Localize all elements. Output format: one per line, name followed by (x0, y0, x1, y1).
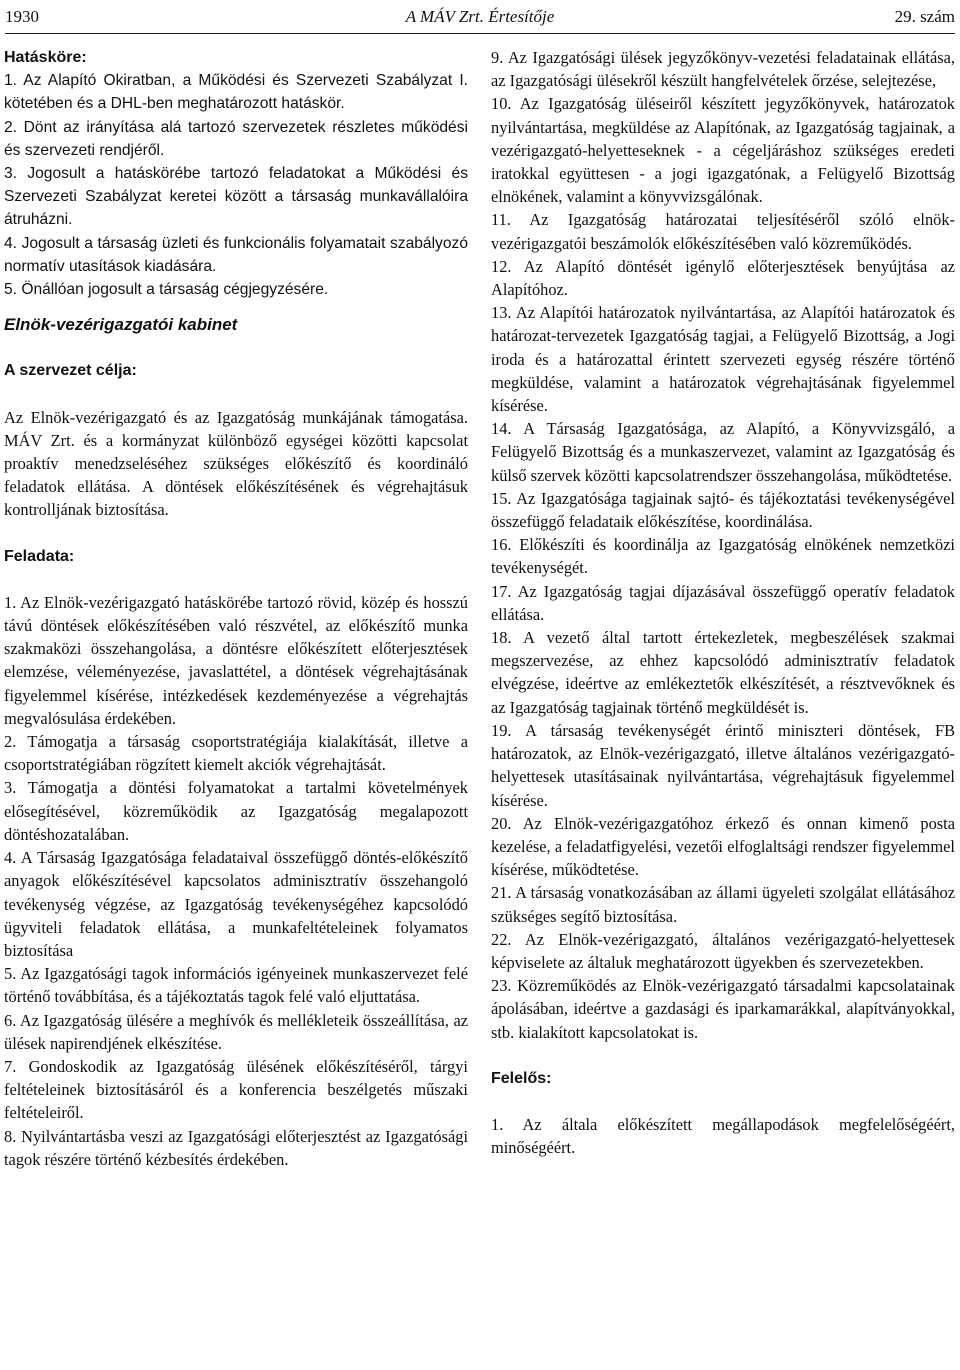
left-column (4, 46, 468, 1171)
hataskore-heading: Hatásköre: (4, 49, 87, 66)
feladata-item: 3. Támogatja a döntési folyamatokat a tartalmi követelmények elősegítésével, közreműködik az Igazgatóság megalapozott döntéshozatalában. (4, 778, 468, 844)
feladata-item: 15. Az Igazgatósága tagjainak sajtó- és tájékoztatási tevékenységével összefüggő feladataik előkészítése, koordinálása. (491, 488, 955, 532)
hataskore-item: 5. Önállóan jogosult a társaság cégjegyzésére. (4, 281, 329, 299)
issue-number: 29. szám (894, 7, 955, 26)
feladata-item: 2. Támogatja a társaság csoportstratégiája kialakítását, illetve a csoportstratégiában rögzített kiemelt akciók végrehajtását. (4, 732, 468, 775)
right-column (491, 46, 955, 1159)
felelos-heading: Felelős: (491, 1069, 552, 1087)
feladata-item: 21. A társaság vonatkozásában az állami ügyeleti szolgálat ellátásához szükséges segítő biztosítása. (491, 883, 955, 926)
feladata-item: 12. Az Alapító döntését igénylő előterjesztések benyújtása az Alapítóhoz. (491, 256, 955, 300)
feladata-item: 11. Az Igazgatóság határozatai teljesítéséről szóló elnök-vezérigazgatói beszámolók előkészítésében való közreműködés. (491, 210, 955, 253)
hataskore-item: 4. Jogosult a társaság üzleti és funkcionális folyamatait szabályozó normatív utasítások kiadására. (4, 234, 468, 275)
page-number: 1930 (5, 7, 39, 26)
section-title: Elnök-vezérigazgatói kabinet (4, 315, 238, 335)
feladata-item: 17. Az Igazgatóság tagjai díjazásával összefüggő operatív feladatok ellátása. (491, 581, 955, 624)
felelos-item: 1. Az általa előkészített megállapodások megfelelőségéért, minőségéért. (491, 1114, 955, 1158)
feladata-item: 18. A vezető által tartott értekezletek, megbeszélések szakmai megszervezése, az ehhez kapcsolódó adminisztratív feladatok elvégzése, ideértve az emlékeztetők elkészítését, a résztvevőknek és az Igazgatóság tagjainak történő megküldését is. (491, 628, 955, 717)
feladata-item: 6. Az Igazgatóság ülésére a meghívók és mellékleteik összeállítása, az ülések napirendjének elkészítése. (4, 1010, 468, 1053)
feladata-item: 10. Az Igazgatóság üléseiről készített jegyzőkönyvek, határozatok nyilvántartása, megküldése az Alapítónak, az Igazgatóság tagjainak, a vezérigazgató-helyetteseknek - a cégeljáráshoz szükséges eredeti iratokkal együttesen - a jogi igazgatónak, a Felügyelő Bizottság elnökének, valamint a könyvvizsgálónak. (491, 94, 955, 207)
cel-text: Az Elnök-vezérigazgató és az Igazgatóság munkájának támogatása. MÁV Zrt. és a kormányzat különböző egységei közötti kapcsolat proaktív menedzseléséhez szükséges előkészítő és koordináló feladatok ellátása. A döntések előkészítésének és végrehajtásuk kontrolljának biztosítása. (4, 407, 468, 520)
hataskore-item: 2. Dönt az irányítása alá tartozó szervezetek részletes működési és szervezeti rendjéről. (4, 118, 468, 159)
feladata-item: 1. Az Elnök-vezérigazgató hatáskörébe tartozó rövid, közép és hosszú távú döntések előkészítésében való részvétel, az előkészítő munka szakmaközi összehangolása, a döntésre előkészített előterjesztések elemzése, véleményezése, javaslattétel, a döntések végrehajtásának figyelemmel kísérése, intézkedések kezdeményezése a végrehajtás megvalósulása érdekében. (4, 592, 468, 728)
feladata-item: 19. A társaság tevékenységét érintő miniszteri döntések, FB határozatok, az Elnök-vezérigazgató, illetve általános vezérigazgató-helyettesek utasításainak nyilvántartása, végrehajtásuk figyelemmel kísérése. (491, 720, 955, 810)
hataskore-item: 1. Az Alapító Okiratban, a Működési és Szervezeti Szabályzat I. kötetében és a DHL-ben meghatározott hatáskör. (4, 72, 468, 113)
feladata-item: 16. Előkészíti és koordinálja az Igazgatóság elnökének nemzetközi tevékenységét. (491, 535, 955, 578)
feladata-item: 23. Közreműködés az Elnök-vezérigazgató társadalmi kapcsolatainak ápolásában, ideértve a gazdasági és iparkamarákkal, alapítványokkal, stb. kialakított kapcsolatokat is. (491, 976, 955, 1042)
feladata-item: 14. A Társaság Igazgatósága, az Alapító, a Könyvvizsgáló, a Felügyelő Bizottság és a munkaszervezet, valamint az Igazgatóság és külső szervek közötti kapcsolatrendszer összehangolása, működtetése. (491, 419, 955, 485)
hataskore-item: 3. Jogosult a hatáskörébe tartozó feladatokat a Működési és Szervezeti Szabályzat keretei között a társaság munkavállalóira átruházni. (4, 165, 468, 229)
feladata-item: 13. Az Alapítói határozatok nyilvántartása, az Alapítói határozatok és határozat-tervezetek Igazgatóság tagjai, a Felügyelő Bizottság, a Jogi iroda és a határozattal érintett szervezeti egység részére történő megküldése, valamint a határozatok végrehajtásának figyelemmel kísérése. (491, 303, 955, 416)
journal-title: A MÁV Zrt. Értesítője (405, 7, 555, 26)
feladata-item: 8. Nyilvántartásba veszi az Igazgatósági előterjesztést az Igazgatósági tagok részére történő kézbesítés érdekében. (4, 1126, 468, 1169)
running-header (5, 6, 955, 28)
feladata-item: 20. Az Elnök-vezérigazgatóhoz érkező és onnan kimenő posta kezelése, a feladatfigyelési, vezetői elfoglaltsági rendszer figyelemmel kísérése, működtetése. (491, 813, 955, 880)
feladata-item: 22. Az Elnök-vezérigazgató, általános vezérigazgató-helyettesek képviselete az általuk meghatározott ügyekben és szervezetekben. (491, 929, 955, 972)
feladata-item: 4. A Társaság Igazgatósága feladataival összefüggő döntés-előkészítő anyagok előkészítésével kapcsolatos adminisztratív összehangoló tevékenység végzése, az Igazgatóság tevékenységéhez kapcsolódó ügyviteli feladatok ellátása, a munkafeltételeinek folyamatos biztosítása (4, 848, 468, 960)
feladata-item: 5. Az Igazgatósági tagok információs igényeinek munkaszervezet felé történő továbbítása, és a tájékoztatás tagok felé való eljuttatása. (4, 964, 468, 1007)
feladata-item: 7. Gondoskodik az Igazgatóság ülésének előkészítéséről, tárgyi feltételeinek biztosításáról és a konferencia beszélgetés műszaki feltételeiről. (4, 1056, 468, 1123)
feladata-heading: Feladata: (4, 547, 75, 565)
feladata-item: 9. Az Igazgatósági ülések jegyzőkönyv-vezetési feladatainak ellátása, az Igazgatósági ülésekről készült hangfelvételek őrzése, selejtezése, (491, 48, 955, 91)
cel-heading: A szervezet célja: (4, 362, 137, 380)
header-rule (5, 33, 955, 34)
